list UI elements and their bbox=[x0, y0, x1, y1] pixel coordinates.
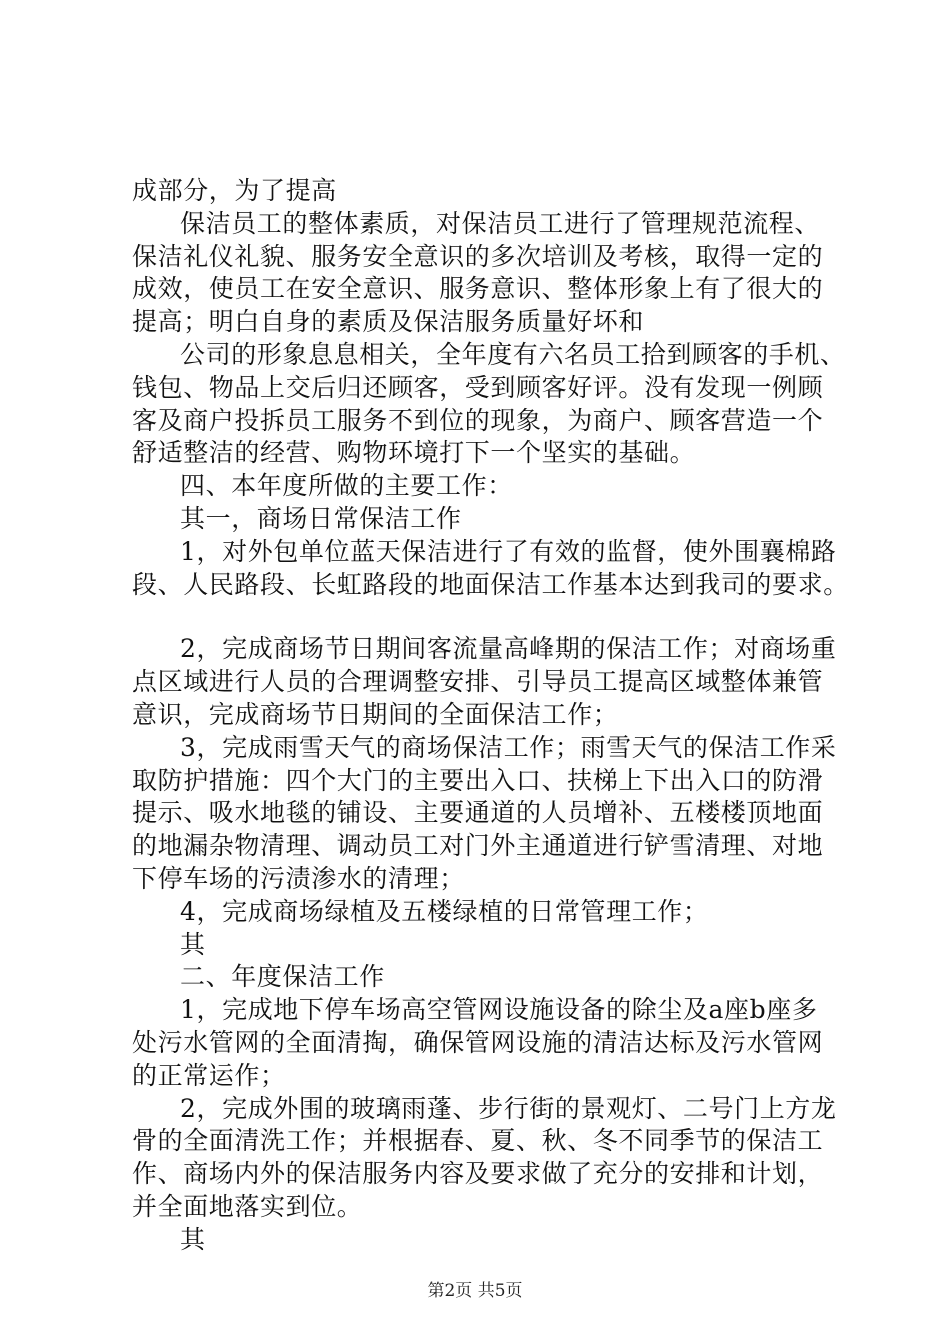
text-line: 客及商户投拆员工服务不到位的现象，为商户、顾客营造一个 bbox=[132, 405, 824, 435]
text-line: 下停车场的污渍渗水的清理； bbox=[132, 863, 465, 893]
text-line: 2，完成商场节日期间客流量高峰期的保洁工作；对商场重 bbox=[180, 634, 837, 664]
text-line: 骨的全面清洗工作；并根据春、夏、秋、冬不同季节的保洁工 bbox=[132, 1126, 824, 1156]
subsection-heading: 二、年度保洁工作 bbox=[180, 962, 385, 992]
text-line: 2，完成外围的玻璃雨蓬、步行街的景观灯、二号门上方龙 bbox=[180, 1093, 837, 1123]
text-line: 并全面地落实到位。 bbox=[132, 1191, 363, 1221]
page-indicator: 第2页 共5页 bbox=[427, 1281, 523, 1301]
subsection-heading: 其一，商场日常保洁工作 bbox=[180, 503, 462, 533]
document-body bbox=[132, 175, 852, 1257]
section-heading: 四、本年度所做的主要工作： bbox=[180, 471, 513, 501]
text-line: 4，完成商场绿植及五楼绿植的日常管理工作； bbox=[180, 896, 709, 926]
text-line: 作、商场内外的保洁服务内容及要求做了充分的安排和计划， bbox=[132, 1159, 824, 1189]
text-line: 成部分，为了提高 bbox=[132, 176, 337, 205]
text-line: 段、人民路段、长虹路段的地面保洁工作基本达到我司的要求。 bbox=[132, 569, 849, 599]
text-line: 提示、吸水地毯的铺设、主要通道的人员增补、五楼楼顶地面 bbox=[132, 798, 824, 828]
text-line: 舒适整洁的经营、购物环境打下一个坚实的基础。 bbox=[132, 438, 696, 468]
text-line: 的正常运作； bbox=[132, 1060, 286, 1090]
text-line: 提高；明白自身的素质及保洁服务质量好坏和 bbox=[132, 307, 645, 337]
text-line: 处污水管网的全面清掏，确保管网设施的清洁达标及污水管网 bbox=[132, 1027, 824, 1057]
text-line: 3，完成雨雪天气的商场保洁工作；雨雪天气的保洁工作采 bbox=[180, 732, 837, 762]
text-line: 的地漏杂物清理、调动员工对门外主通道进行铲雪清理、对地 bbox=[132, 831, 824, 861]
text-line: 1，对外包单位蓝天保洁进行了有效的监督，使外围襄棉路 bbox=[180, 536, 837, 566]
text-line: 意识，完成商场节日期间的全面保洁工作； bbox=[132, 699, 619, 729]
text-line: 钱包、物品上交后归还顾客，受到顾客好评。没有发现一例顾 bbox=[132, 372, 824, 402]
text-line: 点区域进行人员的合理调整安排、引导员工提高区域整体兼管 bbox=[132, 667, 824, 697]
text-line: 其 bbox=[180, 1224, 206, 1254]
text-line: 公司的形象息息相关，全年度有六名员工拾到顾客的手机、 bbox=[180, 339, 846, 369]
text-line: 1，完成地下停车场高空管网设施设备的除尘及a座b座多 bbox=[180, 995, 818, 1025]
text-line: 成效，使员工在安全意识、服务意识、整体形象上有了很大的 bbox=[132, 274, 824, 304]
text-line: 其 bbox=[180, 929, 206, 959]
text-line: 保洁礼仪礼貌、服务安全意识的多次培训及考核，取得一定的 bbox=[132, 241, 824, 271]
text-line: 取防护措施：四个大门的主要出入口、扶梯上下出入口的防滑 bbox=[132, 765, 824, 795]
paragraph-gap bbox=[132, 601, 852, 633]
page-footer bbox=[0, 1281, 950, 1301]
text-line: 保洁员工的整体素质，对保洁员工进行了管理规范流程、 bbox=[180, 208, 821, 238]
